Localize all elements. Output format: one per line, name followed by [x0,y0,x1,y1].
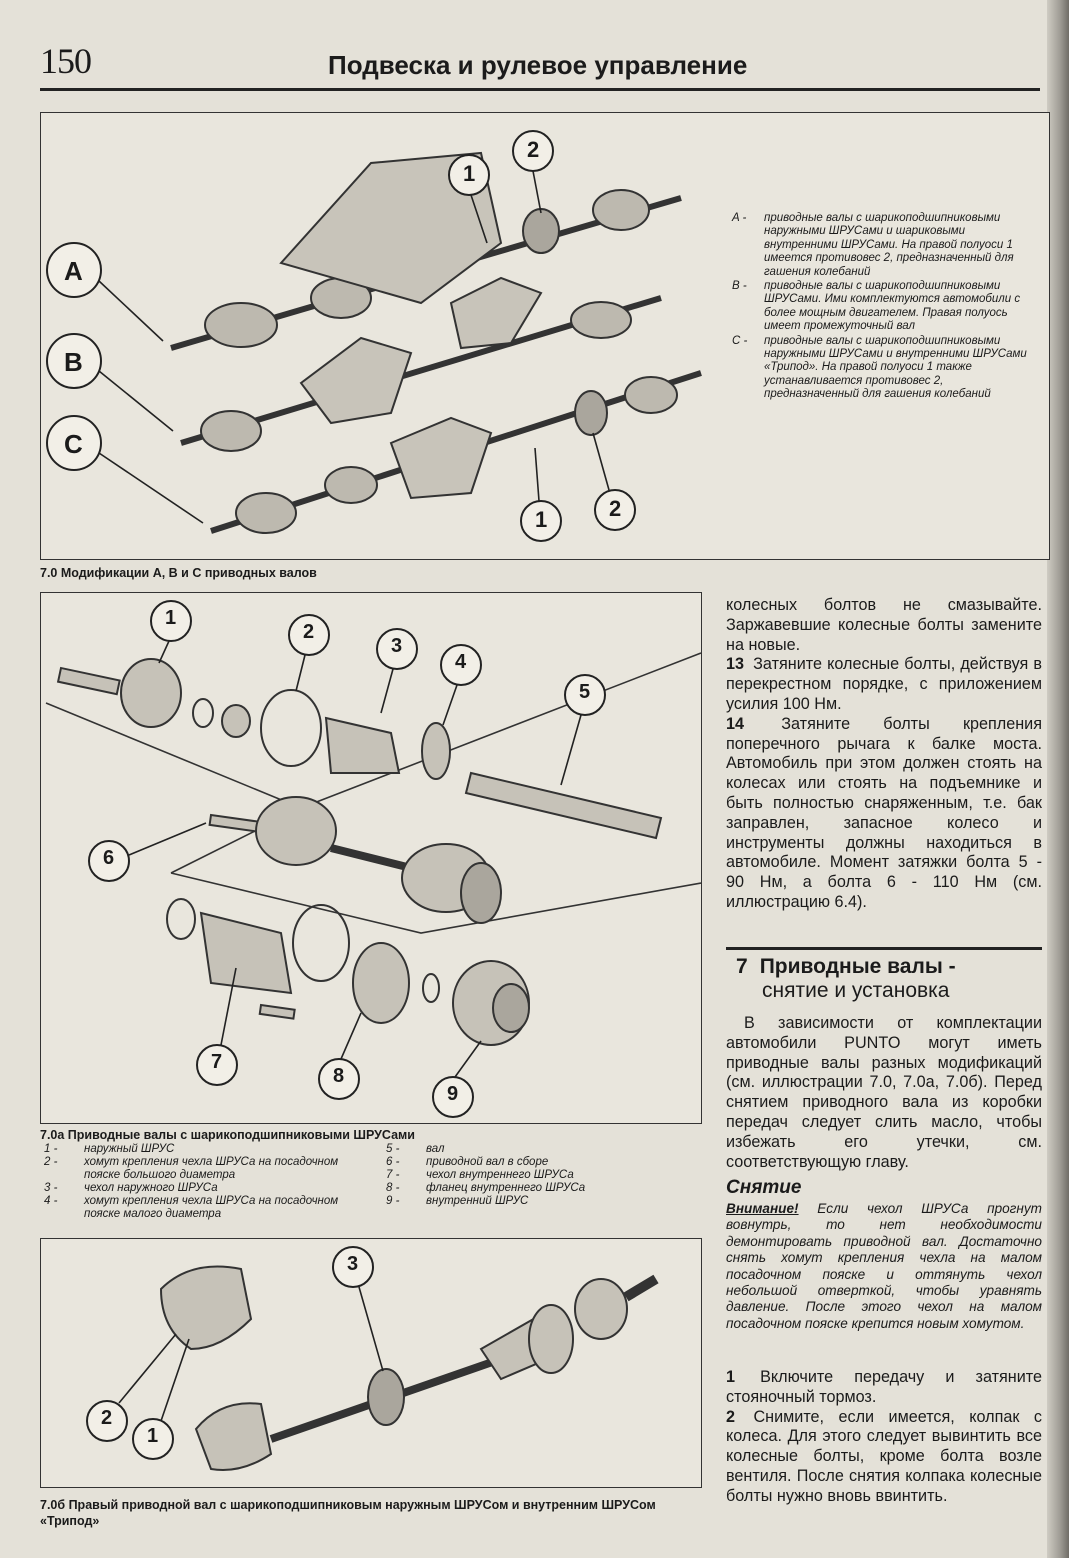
section-subtitle: снятие и установка [762,979,950,1002]
step-1 [726,1368,1042,1408]
step-number: 1 [726,1368,736,1386]
legend-key: 3 - [44,1182,58,1194]
callout-2-top: 2 [527,137,540,162]
step-text: Снимите, если имеется, колпак с колеса. Для этого следует вывинтить все колесные болты, кроме болта возле вентиля. После снятия колпака колесные болты нужно вновь ввинтить. [726,1407,1042,1505]
callout-a: A [64,256,83,286]
step-text: Затяните колесные болты, действуя в перекрестном порядке, с приложением усилия 100 Нм. [726,655,1042,713]
legend-key: 6 - [386,1156,400,1168]
legend-key: 1 - [44,1143,58,1155]
legend-text: фланец внутреннего ШРУСа [426,1182,586,1194]
section-rule [726,947,1042,950]
paragraph: колесных болтов не смазывайте. Заржавевшие колесные болты замените на новые. [726,596,1042,654]
legend-key: 4 - [44,1195,58,1207]
legend-text: приводные валы с шарикоподшипниковыми наружными ШРУСами и внутренними ШРУСами «Трипод». На правой полуоси 1 также устанавливается противовес 2, предназначенный для гашения колебаний [764,334,1027,401]
callout-b: B [64,347,83,377]
warning-label: Внимание! [726,1201,799,1216]
header-rule [40,88,1040,91]
running-title: Подвеска и рулевое управление [328,50,748,80]
figure-7-0-legend [732,212,1037,403]
figure-7-0a-legend-right [386,1143,686,1208]
legend-key: 8 - [386,1182,400,1194]
legend-row-a [732,212,1037,279]
page-number: 150 [40,41,91,81]
section-title: Приводные валы - [759,955,956,978]
warning-note [726,1201,1042,1332]
figure-7-0b [40,1238,702,1488]
callout-9: 9 [447,1083,459,1105]
legend-key: B - [732,280,747,293]
legend-key: 5 - [386,1143,400,1155]
legend-key: 7 - [386,1169,400,1181]
warning-text: Если чехол ШРУСа прогнут вовнутрь, то нет необходимости демонтировать приводной вал. Достаточно снять хомут крепления чехла на малом посадочном пояске и оттянуть чехол небольшой отверткой, чтобы уравнять давление. После этого чехол на малом посадочном пояске крепится новым хомутом. [726,1201,1042,1331]
legend-text: хомут крепления чехла ШРУСа на посадочном пояске малого диаметра [84,1195,339,1220]
callout-2: 2 [101,1407,113,1429]
step-13 [726,655,1042,714]
figure-7-0a-legend-left [44,1143,364,1221]
callout-8: 8 [333,1065,345,1087]
step-number: 2 [726,1407,736,1426]
callout-1: 1 [165,607,177,629]
legend-text: приводные валы с шарикоподшипниковыми наружными ШРУСами и шариковыми внутренними ШРУСами. На правой полуоси 1 имеется противовес 2, предназначенный для гашения колебаний [764,212,1014,278]
callout-4: 4 [455,651,467,673]
body-text-top [726,596,1042,913]
paragraph: В зависимости от комплектации автомобили PUNTO могут иметь приводные валы разных модификаций (см. иллюстрации 7.0, 7.0а, 7.0б). Перед снятием приводного вала из коробки передач следует слить масло, чтобы избежать его утечки, см. соответствующую главу. [726,1014,1042,1171]
step-14 [726,715,1042,913]
legend-text: наружный ШРУС [84,1143,175,1155]
legend-row-7 [386,1169,686,1182]
subheading-removal: Снятие [726,1177,802,1198]
figure-7-0b-drawing [41,1239,701,1487]
legend-row-2 [44,1156,364,1182]
legend-row-3 [44,1182,364,1195]
step-number: 14 [726,714,745,733]
callout-5: 5 [579,681,591,703]
callout-2: 2 [303,621,315,643]
legend-text: хомут крепления чехла ШРУСа на посадочном пояске большого диаметра [84,1156,339,1181]
callout-c: C [64,429,83,459]
callout-3: 3 [347,1253,359,1275]
legend-row-8 [386,1182,686,1195]
section-intro [726,1014,1042,1172]
section-heading [736,955,1036,1003]
legend-text: чехол внутреннего ШРУСа [426,1169,574,1181]
callout-7: 7 [211,1051,223,1073]
legend-key: 9 - [386,1195,400,1207]
step-number: 13 [726,655,745,674]
legend-text: внутренний ШРУС [426,1195,529,1207]
legend-text: приводные валы с шарикоподшипниковыми ШРУСами. Ими комплектуются автомобили с более мощным двигателем. Правая полуось имеет промежуточный вал [764,280,1021,333]
legend-key: A - [732,212,747,224]
figure-7-0a-drawing [41,593,701,1123]
callout-1: 1 [147,1425,159,1447]
legend-key: 2 - [44,1156,58,1168]
legend-text: приводной вал в сборе [426,1156,549,1168]
legend-row-4 [44,1195,364,1221]
legend-row-5 [386,1143,686,1156]
page-edge [1047,0,1069,1558]
step-2 [726,1408,1042,1507]
callout-1-top: 1 [463,161,476,186]
step-text: Включите передачу и затяните стояночный тормоз. [726,1368,1042,1406]
callout-2-bottom: 2 [609,496,622,521]
legend-text: вал [426,1143,445,1155]
legend-row-b [732,280,1037,334]
legend-key: C - [732,334,748,347]
removal-steps [726,1368,1042,1507]
legend-row-c [732,335,1037,402]
section-heading-line1 [736,955,1036,979]
callout-6: 6 [103,847,115,869]
step-text: Затяните болты крепления поперечного рычага к балке моста. Автомобиль при этом должен стоять на колесах или стоять на подъемнике и быть полностью снаряженным, т.е. бак заправлен, запасное колесо и инструменты должны находиться в автомобиле. Момент затяжки болта 5 - 90 Нм, а болта 6 - 110 Нм (см. иллюстрацию 6.4). [726,714,1042,911]
figure-7-0b-caption: 7.0б Правый приводной вал с шарикоподшипниковым наружным ШРУСом и внутренним ШРУСом «Трипод» [40,1498,656,1528]
legend-row-6 [386,1156,686,1169]
callout-1-bottom: 1 [535,507,548,532]
legend-row-1 [44,1143,364,1156]
section-number: 7 [736,955,748,978]
legend-row-9 [386,1195,686,1208]
figure-7-0a-caption: 7.0а Приводные валы с шарикоподшипниковыми ШРУСами [40,1128,415,1142]
figure-7-0a [40,592,702,1124]
legend-text: чехол наружного ШРУСа [84,1182,218,1194]
figure-7-0-caption: 7.0 Модификации А, В и С приводных валов [40,566,317,580]
callout-3: 3 [391,635,403,657]
